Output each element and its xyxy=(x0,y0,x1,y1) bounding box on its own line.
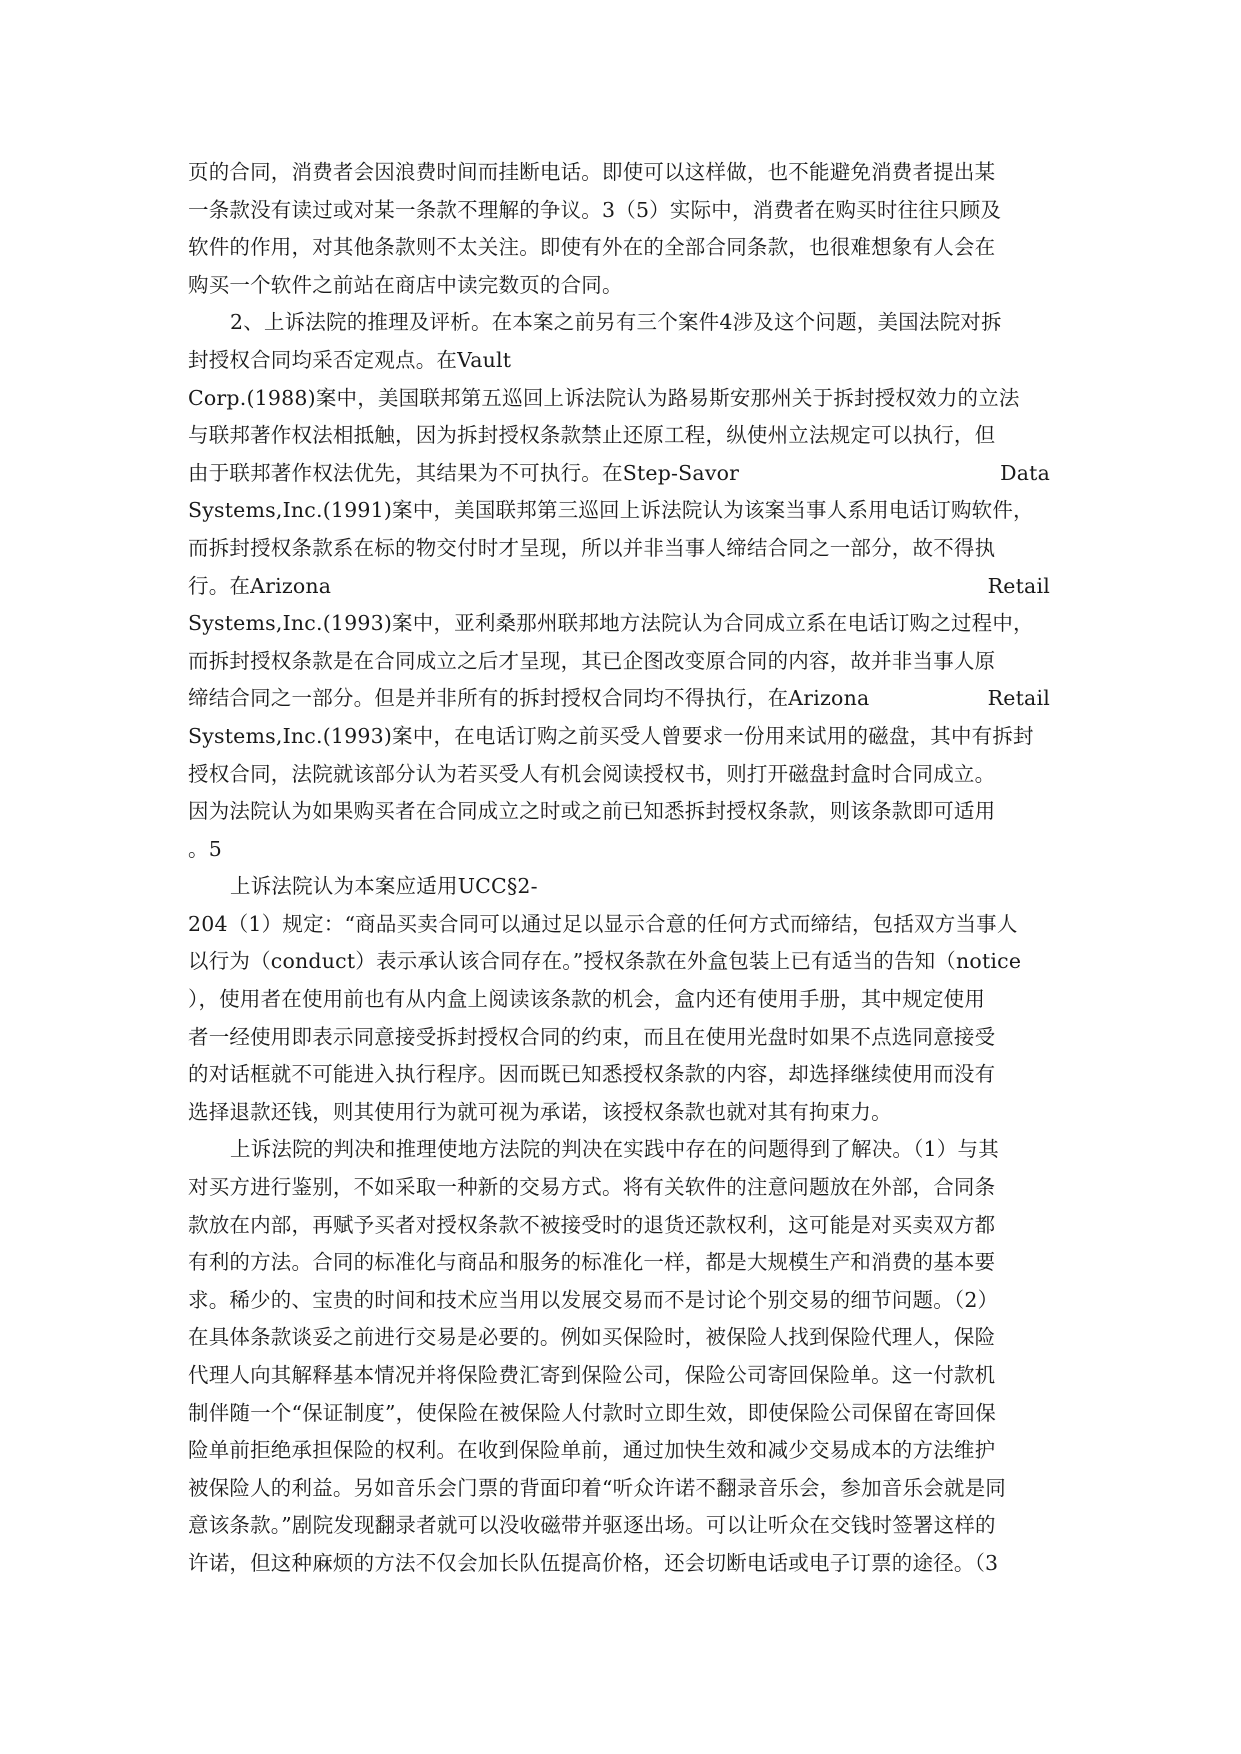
line-left-part: 行。在Arizona xyxy=(188,573,332,598)
justified-line xyxy=(188,568,1050,606)
text-line: 页的合同，消费者会因浪费时间而挂断电话。即使可以这样做，也不能避免消费者提出某 xyxy=(188,160,996,184)
text-line: Systems,Inc.(1991)案中，美国联邦第三巡回上诉法院认为该案当事人系用电话订购软件， xyxy=(188,498,1034,523)
text-line: 有利的方法。合同的标准化与商品和服务的标准化一样，都是大规模生产和消费的基本要 xyxy=(188,1250,996,1275)
body-text xyxy=(188,154,1050,1583)
text-line: 204（1）规定：“商品买卖合同可以通过足以显示合意的任何方式而缔结，包括双方当事人 xyxy=(188,911,1018,936)
text-line: 的对话框就不可能进入执行程序。因而既已知悉授权条款的内容，却选择继续使用而没有 xyxy=(188,1062,996,1087)
text-line: 对买方进行鉴别，不如采取一种新的交易方式。将有关软件的注意问题放在外部，合同条 xyxy=(188,1175,996,1200)
text-line: 。5 xyxy=(188,836,222,861)
text-line: Corp.(1988)案中，美国联邦第五巡回上诉法院认为路易斯安那州关于拆封授权效力的立法 xyxy=(188,385,1020,410)
text-line: 求。稀少的、宝贵的时间和技术应当用以发展交易而不是讨论个别交易的细节问题。（2） xyxy=(188,1287,999,1312)
text-line: 一条款没有读过或对某一条款不理解的争议。3（5）实际中，消费者在购买时往往只顾及 xyxy=(188,197,1002,222)
paragraph-start-line: 2、上诉法院的推理及评析。在本案之前另有三个案件4涉及这个问题，美国法院对拆 xyxy=(230,310,1002,335)
text-line: 意该条款。”剧院发现翻录者就可以没收磁带并驱逐出场。可以让听众在交钱时签署这样的 xyxy=(188,1513,996,1538)
text-line: 代理人向其解释基本情况并将保险费汇寄到保险公司，保险公司寄回保险单。这一付款机 xyxy=(188,1363,996,1387)
text-line: Systems,Inc.(1993)案中，亚利桑那州联邦地方法院认为合同成立系在电话订购之过程中， xyxy=(188,611,1034,636)
text-line: 在具体条款谈妥之前进行交易是必要的。例如买保险时，被保险人找到保险代理人，保险 xyxy=(188,1325,996,1350)
paragraph-start-line: 上诉法院认为本案应适用UCC§2- xyxy=(230,874,538,899)
text-line: 授权合同，法院就该部分认为若买受人有机会阅读授权书，则打开磁盘封盒时合同成立。 xyxy=(188,761,996,786)
text-line: 而拆封授权条款是在合同成立之后才呈现，其已企图改变原合同的内容，故并非当事人原 xyxy=(188,648,996,673)
text-line: 被保险人的利益。另如音乐会门票的背面印着“听众许诺不翻录音乐会，参加音乐会就是同 xyxy=(188,1475,1006,1500)
text-line: 与联邦著作权法相抵触，因为拆封授权条款禁止还原工程，纵使州立法规定可以执行，但 xyxy=(188,423,996,448)
text-line: 以行为（conduct）表示承认该合同存在。”授权条款在外盒包装上已有适当的告知（notice xyxy=(188,949,1022,974)
text-line: 险单前拒绝承担保险的权利。在收到保险单前，通过加快生效和减少交易成本的方法维护 xyxy=(188,1438,996,1463)
line-left-part: 缔结合同之一部分。但是并非所有的拆封授权合同均不得执行，在Arizona xyxy=(188,686,870,711)
text-line: 因为法院认为如果购买者在合同成立之时或之前已知悉拆封授权条款，则该条款即可适用 xyxy=(188,799,996,824)
line-right-part: Data xyxy=(1000,460,1050,485)
paragraph-start-line: 上诉法院的判决和推理使地方法院的判决在实践中存在的问题得到了解决。（1）与其 xyxy=(230,1137,999,1162)
justified-line xyxy=(188,680,1050,718)
justified-line xyxy=(188,455,1050,493)
text-line: 选择退款还钱，则其使用行为就可视为承诺，该授权条款也就对其有拘束力。 xyxy=(188,1099,892,1124)
text-line: 款放在内部，再赋予买者对授权条款不被接受时的退货还款权利，这可能是对买卖双方都 xyxy=(188,1212,996,1237)
text-line: 许诺，但这种麻烦的方法不仅会加长队伍提高价格，还会切断电话或电子订票的途径。（3 xyxy=(188,1550,999,1575)
text-line: 购买一个软件之前站在商店中读完数页的合同。 xyxy=(188,272,623,297)
text-line: 封授权合同均采否定观点。在Vault xyxy=(188,347,512,372)
line-right-part: Retail xyxy=(987,573,1050,598)
text-line: 制伴随一个“保证制度”，使保险在被保险人付款时立即生效，即使保险公司保留在寄回保 xyxy=(188,1400,996,1425)
line-left-part: 由于联邦著作权法优先，其结果为不可执行。在Step-Savor xyxy=(188,460,740,485)
text-line: Systems,Inc.(1993)案中，在电话订购之前买受人曾要求一份用来试用的磁盘，其中有拆封 xyxy=(188,723,1034,748)
text-line: 而拆封授权条款系在标的物交付时才呈现，所以并非当事人缔结合同之一部分，故不得执 xyxy=(188,535,996,560)
line-right-part: Retail xyxy=(987,686,1050,711)
text-line: 软件的作用，对其他条款则不太关注。即使有外在的全部合同条款，也很难想象有人会在 xyxy=(188,235,996,260)
text-line: ），使用者在使用前也有从内盒上阅读该条款的机会，盒内还有使用手册，其中规定使用 xyxy=(188,987,986,1012)
text-line: 者一经使用即表示同意接受拆封授权合同的约束，而且在使用光盘时如果不点选同意接受 xyxy=(188,1024,996,1049)
